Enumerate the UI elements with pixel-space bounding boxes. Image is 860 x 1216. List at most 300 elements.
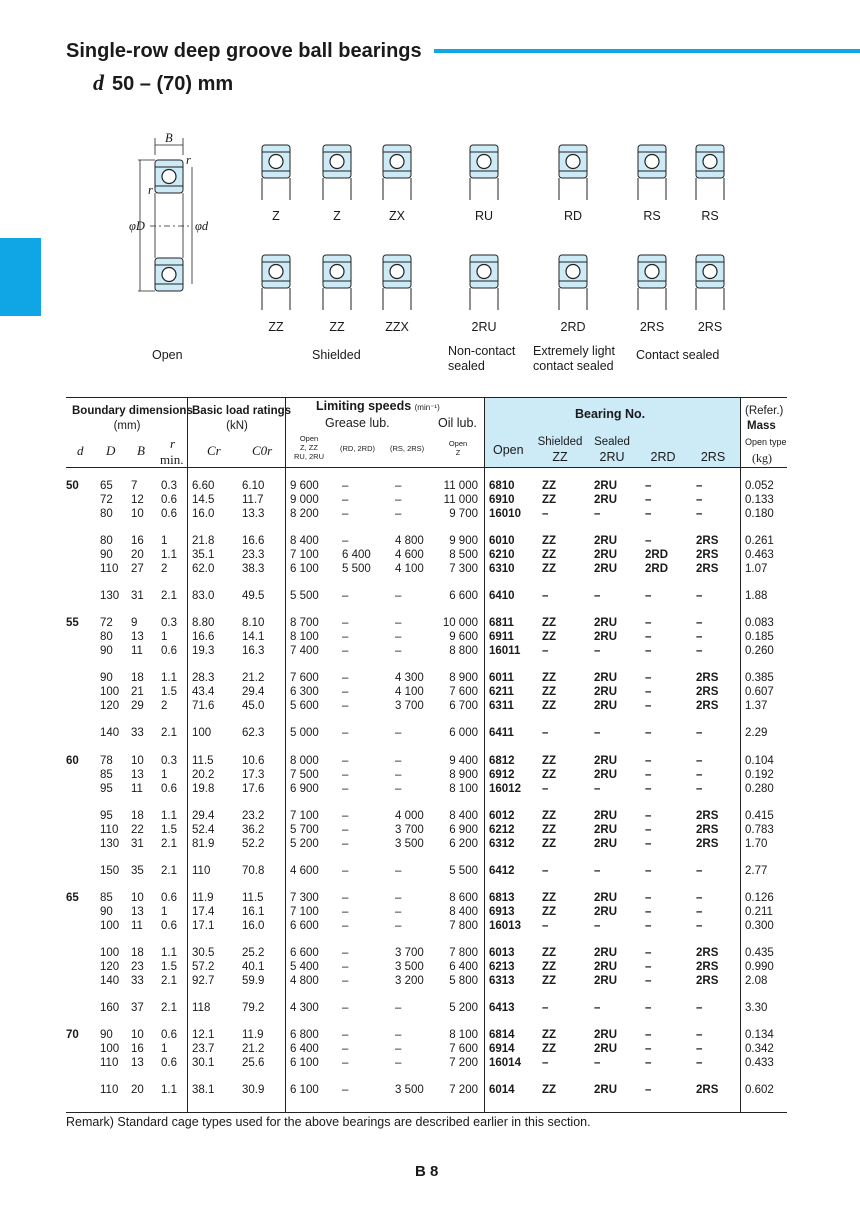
group-extreme-1: Extremely light: [533, 344, 615, 358]
cell-oil-open: 6 200: [449, 838, 478, 850]
table-row: [0, 563, 860, 576]
cell-grease-rs: –: [395, 617, 402, 629]
cell-bearing-zz: –: [542, 645, 549, 657]
open-bearing-section: [138, 138, 192, 291]
cell-bearing-open: 6912: [489, 769, 515, 781]
cell-B: 18: [131, 947, 144, 959]
cell-bearing-2rs: –: [696, 1057, 703, 1069]
cell-C0r: 11.5: [242, 892, 264, 904]
cell-grease-rd: –: [342, 1029, 349, 1041]
cell-Cr: 17.4: [192, 906, 215, 918]
cell-grease-rd: –: [342, 1084, 349, 1096]
cell-bearing-2rs: 2RS: [696, 549, 719, 561]
bearing-diagrams: [0, 0, 860, 400]
cell-grease-rs: –: [395, 1029, 402, 1041]
cell-mass: 0.607: [745, 686, 774, 698]
cell-oil-open: 7 600: [449, 1043, 478, 1055]
cell-bearing-open: 6410: [489, 590, 515, 602]
cell-oil-open: 7 800: [449, 947, 478, 959]
cell-bearing-zz: –: [542, 1002, 549, 1014]
cell-Cr: 118: [192, 1002, 211, 1014]
cell-bearing-2rs: 2RS: [696, 838, 719, 850]
cell-D: 110: [100, 1057, 119, 1069]
cell-B: 10: [131, 892, 144, 904]
cell-mass: 0.261: [745, 535, 774, 547]
cell-D: 90: [100, 1029, 113, 1041]
cell-bearing-open: 6811: [489, 617, 514, 629]
cell-D: 78: [100, 755, 113, 767]
cell-C0r: 16.6: [242, 535, 265, 547]
cell-B: 27: [131, 563, 144, 575]
cell-grease-open: 7 500: [290, 769, 319, 781]
cell-bearing-zz: ZZ: [542, 1029, 557, 1041]
cell-grease-open: 8 200: [290, 508, 319, 520]
cell-oil-open: 5 800: [449, 975, 478, 987]
cell-oil-open: 8 400: [449, 906, 478, 918]
table-row: [0, 617, 860, 630]
label-top-6: RS: [643, 209, 661, 223]
cell-grease-open: 5 700: [290, 824, 319, 836]
cell-B: 31: [131, 590, 144, 602]
cell-B: 13: [131, 769, 144, 781]
cell-bearing-2rs: –: [696, 494, 703, 506]
cell-bearing-zz: –: [542, 920, 549, 932]
cell-B: 10: [131, 508, 144, 520]
cell-grease-rs: –: [395, 727, 402, 739]
cell-bearing-zz: ZZ: [542, 810, 557, 822]
cell-bearing-2rs: 2RS: [696, 810, 719, 822]
cell-r: 0.6: [161, 494, 177, 506]
cell-bearing-2rd: –: [645, 686, 652, 698]
cell-C0r: 16.0: [242, 920, 265, 932]
cell-grease-rd: –: [342, 535, 349, 547]
cell-mass: 1.88: [745, 590, 768, 602]
table-row: [0, 1002, 860, 1015]
cell-mass: 1.37: [745, 700, 768, 712]
cell-Cr: 12.1: [192, 1029, 215, 1041]
cell-grease-rs: –: [395, 631, 402, 643]
cell-bearing-2rs: –: [696, 769, 703, 781]
cell-bearing-zz: ZZ: [542, 947, 557, 959]
hdr-grease: Grease lub.: [325, 416, 390, 430]
label-bottom-6: 2RS: [639, 320, 665, 334]
cell-bearing-2ru: 2RU: [594, 892, 618, 904]
table-row: [0, 783, 860, 796]
cell-grease-rd: –: [342, 631, 349, 643]
cell-grease-rd: –: [342, 617, 349, 629]
cell-B: 13: [131, 1057, 144, 1069]
cell-bearing-2rs: 2RS: [696, 947, 719, 959]
cell-D: 90: [100, 906, 113, 918]
cell-oil-open: 11 000: [443, 480, 478, 492]
cell-bearing-2ru: 2RU: [594, 480, 618, 492]
cell-mass: 1.07: [745, 563, 768, 575]
cell-oil-open: 7 200: [449, 1084, 478, 1096]
cell-mass: 0.342: [745, 1043, 774, 1055]
dim-r-side: r: [148, 183, 153, 197]
cell-D: 110: [100, 563, 119, 575]
cell-oil-open: 8 600: [449, 892, 478, 904]
cell-grease-open: 6 100: [290, 563, 319, 575]
cell-grease-rs: 3 500: [395, 961, 424, 973]
cell-grease-open: 6 600: [290, 947, 319, 959]
bottom-row-sections: [262, 255, 724, 310]
cell-B: 12: [131, 494, 144, 506]
cell-bearing-2rd: –: [645, 755, 652, 767]
dim-d: φd: [195, 219, 209, 233]
cell-mass: 0.180: [745, 508, 774, 520]
cell-Cr: 16.6: [192, 631, 215, 643]
cell-oil-open: 6 900: [449, 824, 478, 836]
cell-bearing-2ru: –: [594, 783, 601, 795]
cell-C0r: 79.2: [242, 1002, 265, 1014]
label-top-3: ZX: [389, 209, 405, 223]
cell-grease-rd: –: [342, 1043, 349, 1055]
cell-grease-open: 5 400: [290, 961, 319, 973]
cell-D: 130: [100, 590, 120, 602]
dim-B: B: [165, 131, 173, 145]
dim-r-top: r: [186, 153, 191, 167]
cell-bearing-2ru: –: [594, 865, 601, 877]
cell-bearing-2rd: –: [645, 892, 652, 904]
cell-mass: 0.104: [745, 755, 774, 767]
cell-bearing-2ru: –: [594, 590, 601, 602]
cell-C0r: 45.0: [242, 700, 265, 712]
cell-bearing-2ru: 2RU: [594, 1084, 618, 1096]
cell-grease-rd: –: [342, 590, 349, 602]
cell-B: 10: [131, 1029, 144, 1041]
cell-bearing-zz: ZZ: [542, 1084, 557, 1096]
cell-r: 0.6: [161, 508, 177, 520]
group-noncontact-2: sealed: [448, 359, 485, 373]
table-row: [0, 631, 860, 644]
cell-bearing-2rs: 2RS: [696, 824, 719, 836]
label-bottom-5: 2RD: [560, 320, 586, 334]
cell-Cr: 21.8: [192, 535, 215, 547]
cell-B: 31: [131, 838, 144, 850]
cell-C0r: 13.3: [242, 508, 265, 520]
cell-bearing-2rs: –: [696, 617, 703, 629]
cell-bearing-2rd: 2RD: [645, 563, 669, 575]
page-number: B 8: [415, 1163, 439, 1180]
cell-bearing-2rd: –: [645, 1084, 652, 1096]
cell-bearing-2rs: –: [696, 590, 703, 602]
cell-bearing-2rd: –: [645, 727, 652, 739]
cell-grease-rs: –: [395, 1002, 402, 1014]
cell-r: 2.1: [161, 590, 177, 602]
cell-C0r: 17.3: [242, 769, 265, 781]
cell-bearing-2rd: –: [645, 783, 652, 795]
cell-mass: 2.08: [745, 975, 768, 987]
cell-grease-open: 7 600: [290, 672, 319, 684]
cell-bearing-2ru: 2RU: [594, 947, 618, 959]
cell-D: 80: [100, 631, 113, 643]
cell-r: 1.5: [161, 686, 177, 698]
cell-grease-rs: 3 700: [395, 700, 424, 712]
hdr-oil: Oil lub.: [438, 416, 477, 430]
cell-oil-open: 9 900: [449, 535, 478, 547]
cell-grease-rd: 5 500: [342, 563, 371, 575]
cell-grease-open: 8 000: [290, 755, 319, 767]
cell-grease-rd: –: [342, 906, 349, 918]
cell-C0r: 62.3: [242, 727, 265, 739]
cell-grease-rd: –: [342, 1002, 349, 1014]
cell-grease-rd: –: [342, 783, 349, 795]
cell-bearing-open: 16014: [489, 1057, 521, 1069]
cell-grease-rs: –: [395, 590, 402, 602]
cell-D: 100: [100, 1043, 120, 1055]
cell-bearing-open: 16010: [489, 508, 521, 520]
cell-grease-open: 8 100: [290, 631, 319, 643]
cell-bearing-zz: ZZ: [542, 494, 557, 506]
hdr-rs-2rs: (RS, 2RS): [390, 444, 425, 453]
cell-grease-rd: –: [342, 961, 349, 973]
cell-D: 80: [100, 508, 113, 520]
cell-bearing-zz: ZZ: [542, 686, 557, 698]
cell-B: 22: [131, 824, 144, 836]
cell-grease-open: 5 200: [290, 838, 319, 850]
hdr-open-z-2: Z, ZZ: [300, 443, 318, 452]
cell-D: 140: [100, 975, 120, 987]
label-top-5: RD: [563, 209, 583, 223]
cell-bearing-2rs: –: [696, 892, 703, 904]
cell-C0r: 6.10: [242, 480, 265, 492]
cell-bearing-2ru: 2RU: [594, 535, 618, 547]
cell-oil-open: 7 800: [449, 920, 478, 932]
cell-B: 20: [131, 1084, 144, 1096]
cell-grease-open: 5 500: [290, 590, 319, 602]
hdr-open-type: Open type: [745, 437, 787, 447]
cell-Cr: 100: [192, 727, 212, 739]
cell-grease-rd: –: [342, 672, 349, 684]
cell-D: 72: [100, 617, 113, 629]
cell-r: 2.1: [161, 1002, 177, 1014]
cell-D: 160: [100, 1002, 120, 1014]
cell-D: 95: [100, 783, 113, 795]
cell-Cr: 62.0: [192, 563, 215, 575]
label-top-4: RU: [474, 209, 494, 223]
cell-bearing-zz: ZZ: [542, 975, 557, 987]
hdr-col-2ru: 2RU: [599, 450, 625, 464]
cell-bearing-open: 6010: [489, 535, 515, 547]
cell-grease-rd: –: [342, 920, 349, 932]
page-title: Single-row deep groove ball bearings: [66, 40, 422, 62]
cell-bearing-2rs: –: [696, 865, 703, 877]
cell-mass: 0.783: [745, 824, 774, 836]
cell-grease-open: 8 400: [290, 535, 319, 547]
cell-bearing-2rd: –: [645, 769, 652, 781]
cell-bearing-2rd: –: [645, 838, 652, 850]
cell-grease-rs: –: [395, 892, 402, 904]
cell-r: 1.1: [161, 672, 177, 684]
cell-grease-rd: –: [342, 508, 349, 520]
hdr-mass: Mass: [747, 420, 776, 432]
cell-bearing-zz: ZZ: [542, 480, 557, 492]
cell-bearing-2rd: –: [645, 590, 652, 602]
cell-B: 33: [131, 727, 144, 739]
cell-mass: 0.463: [745, 549, 774, 561]
table-row: [0, 1084, 860, 1097]
table-row: [0, 906, 860, 919]
cell-bearing-2ru: 2RU: [594, 686, 618, 698]
cell-B: 10: [131, 755, 144, 767]
cell-bearing-2rd: –: [645, 535, 652, 547]
cell-oil-open: 8 900: [449, 769, 478, 781]
cell-B: 11: [131, 920, 143, 932]
label-top-2: Z: [333, 209, 341, 223]
cell-d: 55: [66, 617, 79, 629]
hdr-col-2rs: 2RS: [700, 450, 726, 464]
cell-D: 90: [100, 672, 113, 684]
cell-bearing-2rd: –: [645, 1057, 652, 1069]
cell-mass: 0.083: [745, 617, 774, 629]
table-row: [0, 947, 860, 960]
cell-C0r: 21.2: [242, 672, 265, 684]
cell-grease-rd: –: [342, 494, 349, 506]
cell-B: 37: [131, 1002, 144, 1014]
cell-r: 1.1: [161, 810, 177, 822]
cell-bearing-2rs: –: [696, 755, 703, 767]
cell-bearing-open: 6211: [489, 686, 514, 698]
table-row: [0, 645, 860, 658]
cell-D: 90: [100, 645, 113, 657]
cell-grease-rs: 4 800: [395, 535, 424, 547]
cell-bearing-2rs: 2RS: [696, 563, 719, 575]
cell-r: 2.1: [161, 865, 177, 877]
cell-grease-rs: 3 200: [395, 975, 424, 987]
cell-C0r: 25.6: [242, 1057, 265, 1069]
cell-bearing-open: 6814: [489, 1029, 515, 1041]
cell-grease-rd: 6 400: [342, 549, 371, 561]
cell-D: 150: [100, 865, 120, 877]
cell-Cr: 19.3: [192, 645, 215, 657]
cell-oil-open: 7 200: [449, 1057, 478, 1069]
label-top-7: RS: [701, 209, 719, 223]
cell-bearing-2ru: 2RU: [594, 1029, 618, 1041]
cell-grease-rs: –: [395, 480, 402, 492]
cell-oil-open: 9 400: [449, 755, 478, 767]
cell-bearing-2rd: –: [645, 645, 652, 657]
cell-bearing-open: 6311: [489, 700, 514, 712]
hdr-rd-2rd: (RD, 2RD): [340, 444, 375, 453]
cell-bearing-2rd: –: [645, 672, 652, 684]
cell-grease-open: 7 100: [290, 810, 319, 822]
cell-r: 1.1: [161, 549, 177, 561]
hdr-limiting: Limiting speeds (min⁻¹): [316, 399, 440, 413]
table-row: [0, 769, 860, 782]
table-row: [0, 494, 860, 507]
cell-Cr: 52.4: [192, 824, 215, 836]
cell-bearing-2rd: –: [645, 508, 652, 520]
cell-r: 1.1: [161, 1084, 177, 1096]
cell-grease-rd: –: [342, 947, 349, 959]
table-bottom-rule: [66, 1112, 787, 1113]
cell-oil-open: 11 000: [443, 494, 478, 506]
table-row: [0, 672, 860, 685]
cell-Cr: 6.60: [192, 480, 215, 492]
cell-bearing-2ru: 2RU: [594, 838, 618, 850]
table-row: [0, 1043, 860, 1056]
cell-Cr: 30.5: [192, 947, 215, 959]
cell-Cr: 83.0: [192, 590, 215, 602]
cell-bearing-zz: ZZ: [542, 1043, 557, 1055]
cell-bearing-2rd: –: [645, 961, 652, 973]
cell-B: 13: [131, 631, 144, 643]
cell-r: 1: [161, 535, 168, 547]
cell-bearing-zz: –: [542, 783, 549, 795]
cell-r: 0.6: [161, 783, 177, 795]
cell-grease-rs: 4 100: [395, 563, 424, 575]
cell-bearing-zz: ZZ: [542, 631, 557, 643]
cell-oil-open: 7 300: [449, 563, 478, 575]
cell-C0r: 14.1: [242, 631, 265, 643]
cell-r: 1: [161, 769, 168, 781]
cell-bearing-2rd: –: [645, 975, 652, 987]
cell-mass: 0.052: [745, 480, 774, 492]
cell-bearing-2rs: –: [696, 1029, 703, 1041]
cell-mass: 0.433: [745, 1057, 774, 1069]
hdr-B: B: [137, 443, 145, 458]
hdr-col-open: Open: [493, 443, 524, 457]
cell-Cr: 16.0: [192, 508, 215, 520]
cell-B: 13: [131, 906, 144, 918]
cell-bearing-2ru: –: [594, 727, 601, 739]
cell-grease-rd: –: [342, 645, 349, 657]
cell-D: 85: [100, 769, 113, 781]
cell-C0r: 59.9: [242, 975, 265, 987]
range-symbol: d: [93, 70, 104, 95]
cell-bearing-zz: ZZ: [542, 906, 557, 918]
cell-grease-open: 6 900: [290, 783, 319, 795]
cell-grease-rd: –: [342, 755, 349, 767]
table-row: [0, 838, 860, 851]
cell-bearing-2rd: –: [645, 631, 652, 643]
cell-grease-rs: –: [395, 906, 402, 918]
cell-bearing-2rs: –: [696, 1043, 703, 1055]
cell-grease-open: 6 100: [290, 1084, 319, 1096]
cell-B: 18: [131, 672, 144, 684]
cell-D: 130: [100, 838, 120, 850]
table-row: [0, 549, 860, 562]
cell-mass: 0.602: [745, 1084, 774, 1096]
table-row: [0, 508, 860, 521]
cell-oil-open: 8 500: [449, 549, 478, 561]
cell-grease-open: 4 800: [290, 975, 319, 987]
cell-D: 100: [100, 947, 120, 959]
cell-bearing-2rd: –: [645, 480, 652, 492]
cell-bearing-open: 6312: [489, 838, 515, 850]
cell-B: 33: [131, 975, 144, 987]
cell-r: 0.3: [161, 617, 177, 629]
cell-bearing-2rd: 2RD: [645, 549, 669, 561]
cell-oil-open: 9 700: [449, 508, 478, 520]
cell-D: 85: [100, 892, 113, 904]
cell-bearing-2rs: 2RS: [696, 672, 719, 684]
cell-B: 11: [131, 783, 143, 795]
cell-B: 7: [131, 480, 138, 492]
cell-bearing-zz: ZZ: [542, 535, 557, 547]
cell-bearing-zz: ZZ: [542, 961, 557, 973]
cell-C0r: 11.7: [242, 494, 264, 506]
cell-mass: 0.385: [745, 672, 774, 684]
cell-C0r: 21.2: [242, 1043, 265, 1055]
cell-bearing-open: 6213: [489, 961, 515, 973]
cell-grease-open: 6 600: [290, 920, 319, 932]
cell-grease-open: 8 700: [290, 617, 319, 629]
cell-grease-open: 4 300: [290, 1002, 319, 1014]
cell-bearing-open: 6310: [489, 563, 515, 575]
hdr-r: r: [170, 436, 176, 451]
